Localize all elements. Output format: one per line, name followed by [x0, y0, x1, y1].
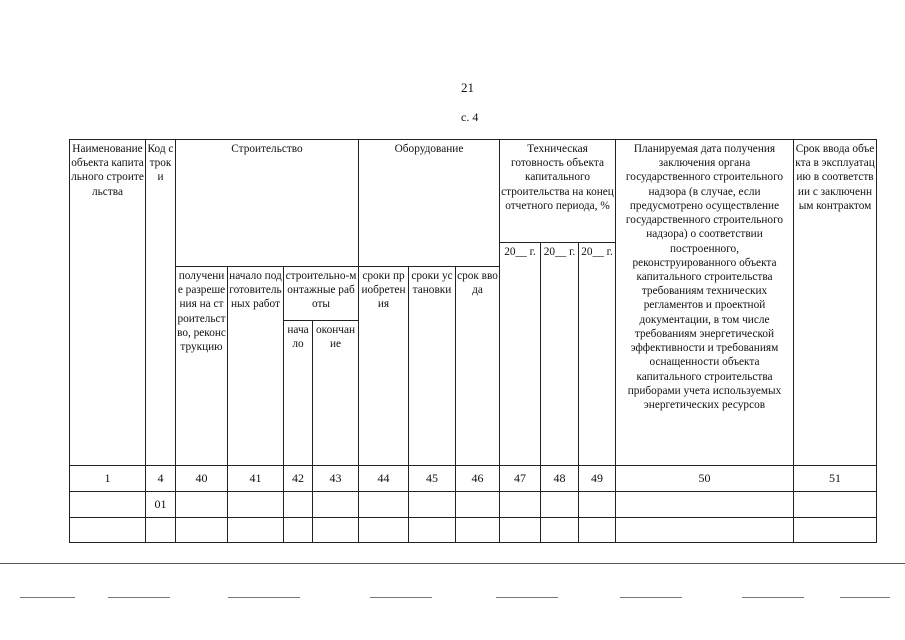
data-cell[interactable]	[359, 518, 409, 543]
data-cell[interactable]	[284, 492, 313, 518]
data-cell[interactable]	[616, 492, 794, 518]
data-cell[interactable]	[228, 518, 284, 543]
column-number: 48	[541, 466, 579, 492]
column-number: 44	[359, 466, 409, 492]
sheet-number: с. 4	[461, 110, 479, 124]
data-cell[interactable]	[359, 492, 409, 518]
header-object-name: Наименование объекта капитального строительства	[70, 140, 146, 466]
footer-rule	[370, 597, 432, 598]
header-permit: получение разрешения на строительство, реконструкцию	[176, 267, 228, 466]
page-divider	[0, 563, 905, 564]
footer-rule	[620, 597, 682, 598]
footer-rule	[20, 597, 75, 598]
column-number: 49	[579, 466, 616, 492]
header-works-start: начало	[284, 321, 313, 466]
data-cell[interactable]	[146, 518, 176, 543]
data-cell[interactable]	[456, 492, 500, 518]
data-cell[interactable]	[228, 492, 284, 518]
column-number: 47	[500, 466, 541, 492]
data-cell[interactable]	[176, 518, 228, 543]
data-cell[interactable]	[579, 492, 616, 518]
header-year-2: 20__ г.	[541, 243, 579, 466]
column-number: 42	[284, 466, 313, 492]
footer-rule	[228, 597, 300, 598]
data-cell[interactable]	[616, 518, 794, 543]
page-number: 21	[461, 80, 474, 95]
footer-rule	[840, 597, 890, 598]
column-number: 40	[176, 466, 228, 492]
data-cell[interactable]	[409, 492, 456, 518]
data-cell[interactable]	[794, 492, 877, 518]
data-cell[interactable]	[541, 518, 579, 543]
data-cell[interactable]	[456, 518, 500, 543]
data-cell[interactable]	[70, 518, 146, 543]
footer-rule	[496, 597, 558, 598]
column-number: 41	[228, 466, 284, 492]
data-cell[interactable]	[541, 492, 579, 518]
report-table	[69, 139, 877, 543]
header-equipment-commissioning: срок ввода	[456, 267, 500, 466]
column-number: 4	[146, 466, 176, 492]
column-number: 46	[456, 466, 500, 492]
column-number: 1	[70, 466, 146, 492]
data-cell[interactable]	[409, 518, 456, 543]
header-planned-conclusion-date: Планируемая дата получения заключения органа государственного строительного надзора (в случае, если предусмотрено осуществление государственного строительного надзора) о соответствии построенного, реконструированного объекта капитального строительства требованиям технических регламентов и проектной документации, в том числе требованиям энергетической эффективности и требованиям оснащенности объекта капитального строительства приборами учета используемых энергетических ресурсов	[616, 140, 794, 466]
column-number: 51	[794, 466, 877, 492]
data-cell[interactable]	[313, 518, 359, 543]
data-cell[interactable]	[500, 492, 541, 518]
data-cell[interactable]	[284, 518, 313, 543]
header-commissioning-deadline: Срок ввода объекта в эксплуатацию в соответствии с заключенным контрактом	[794, 140, 877, 466]
header-year-1: 20__ г.	[500, 243, 541, 466]
header-works-end: окончание	[313, 321, 359, 466]
data-cell[interactable]	[176, 492, 228, 518]
header-preparatory-works: начало подготовительных работ	[228, 267, 284, 466]
data-cell[interactable]	[794, 518, 877, 543]
column-number: 43	[313, 466, 359, 492]
column-number: 50	[616, 466, 794, 492]
header-equipment-purchase: сроки приобретения	[359, 267, 409, 466]
column-number: 45	[409, 466, 456, 492]
header-year-3: 20__ г.	[579, 243, 616, 466]
data-cell[interactable]	[579, 518, 616, 543]
header-equipment: Оборудование	[359, 140, 500, 267]
header-technical-readiness: Техническая готовность объекта капитального строительства на конец отчетного периода, %	[500, 140, 616, 243]
header-installation-works: строительно-монтажные работы	[284, 267, 359, 321]
row-code: 01	[146, 492, 176, 518]
header-row-code: Код строки	[146, 140, 176, 466]
data-cell[interactable]	[313, 492, 359, 518]
data-cell[interactable]	[500, 518, 541, 543]
footer-rule	[742, 597, 804, 598]
header-construction: Строительство	[176, 140, 359, 267]
footer-rule	[108, 597, 170, 598]
header-equipment-mounting: сроки установки	[409, 267, 456, 466]
data-cell[interactable]	[70, 492, 146, 518]
